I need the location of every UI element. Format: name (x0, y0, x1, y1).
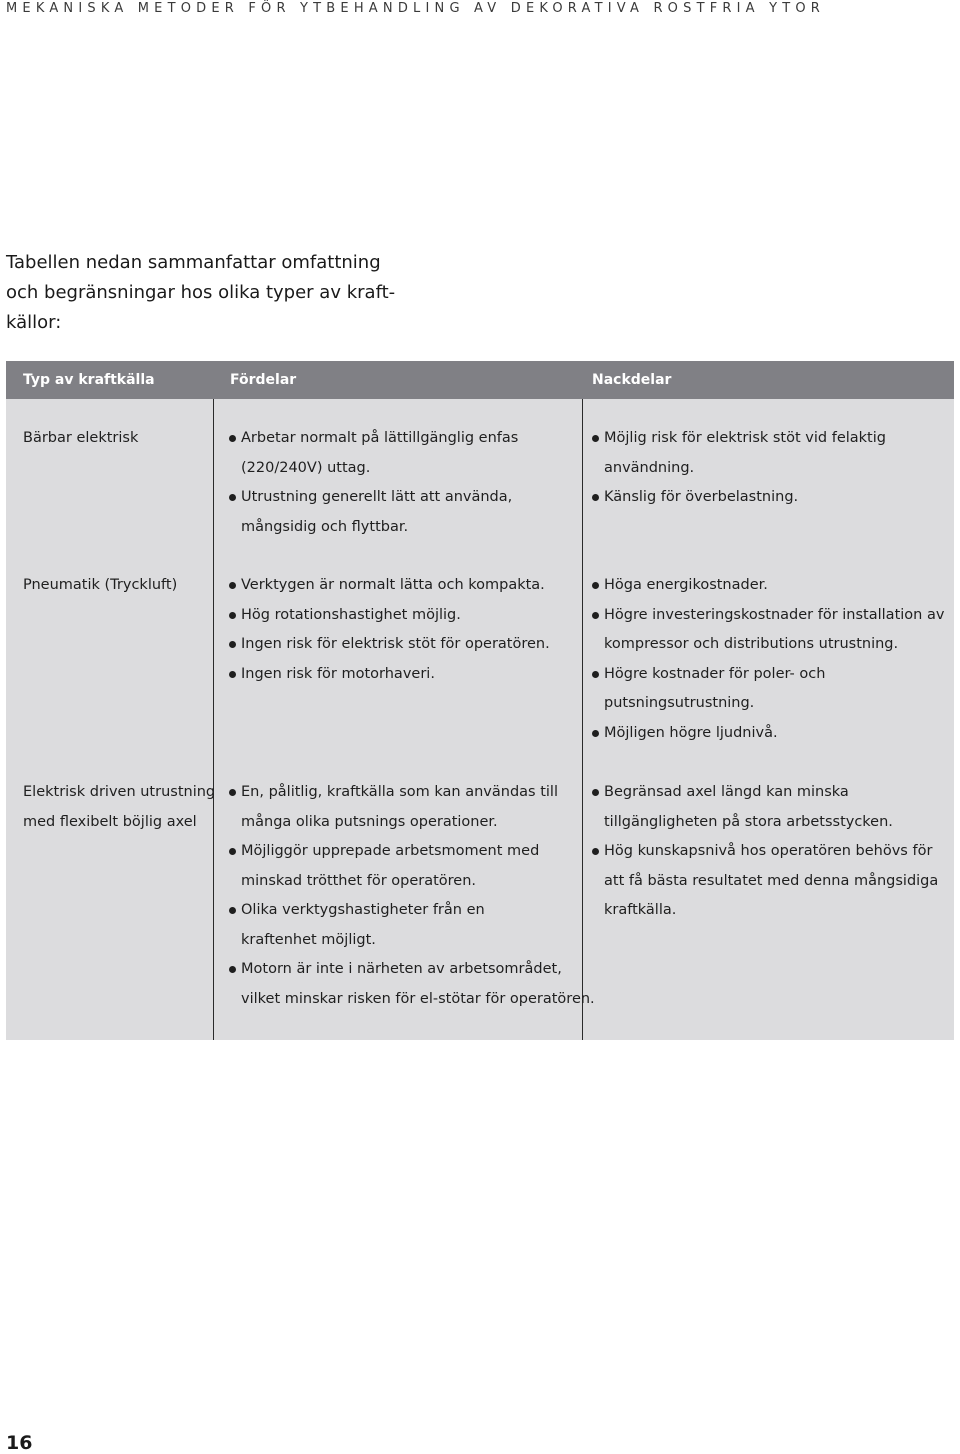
bullet-icon (592, 671, 599, 678)
intro-line: Tabellen nedan sammanfattar omfattning (6, 252, 381, 273)
header-advantages: Fördelar (230, 372, 297, 388)
intro-line: och begränsningar hos olika typer av kraft- (6, 282, 396, 303)
advantages-cell (213, 571, 582, 748)
bullet-icon (229, 494, 236, 501)
list-item: Möjlig risk för elektrisk stöt vid felaktig användning. (592, 424, 954, 483)
running-header: MEKANISKA METODER FÖR YTBEHANDLING AV DEKORATIVA ROSTFRIA YTOR (6, 1, 826, 16)
list-item: Höga energikostnader. (592, 571, 954, 601)
list-item: Möjliggör upprepade arbetsmoment med minskad trötthet för operatören. (229, 837, 582, 896)
list-item: Högre kostnader för poler- och putsningsutrustning. (592, 660, 954, 719)
list-item: Känslig för överbelastning. (592, 483, 954, 513)
table-row (6, 424, 954, 542)
list-item: Högre investeringskostnader för installation av kompressor och distributions utrustning. (592, 601, 954, 660)
table-body (6, 399, 954, 1040)
list-item: Ingen risk för elektrisk stöt för operatören. (229, 630, 582, 660)
header-disadvantages: Nackdelar (592, 372, 672, 388)
power-source-type (6, 424, 213, 542)
type-line: Elektrisk driven utrustning (23, 784, 216, 800)
header-type: Typ av kraftkälla (23, 372, 155, 388)
power-source-type (6, 571, 213, 748)
advantages-cell (213, 424, 582, 542)
list-item: En, pålitlig, kraftkälla som kan användas till många olika putsnings operationer. (229, 778, 582, 837)
bullet-icon (229, 641, 236, 648)
type-line: Pneumatik (Tryckluft) (23, 577, 178, 593)
power-source-type (6, 778, 216, 1014)
power-source-table (6, 361, 954, 1040)
bullet-icon (592, 848, 599, 855)
bullet-icon (229, 582, 236, 589)
disadvantages-cell (582, 571, 954, 748)
list-item: Arbetar normalt på lättillgänglig enfas (220/240V) uttag. (229, 424, 582, 483)
intro-line: källor: (6, 312, 62, 333)
bullet-icon (592, 730, 599, 737)
bullet-icon (592, 612, 599, 619)
list-item: Hög rotationshastighet möjlig. (229, 601, 582, 631)
bullet-icon (592, 582, 599, 589)
bullet-icon (229, 612, 236, 619)
advantages-cell (213, 778, 595, 1014)
bullet-icon (229, 671, 236, 678)
bullet-icon (592, 789, 599, 796)
table-row (6, 778, 954, 1014)
disadvantages-cell (582, 778, 954, 1014)
list-item: Verktygen är normalt lätta och kompakta. (229, 571, 582, 601)
list-item: Möjligen högre ljudnivå. (592, 719, 954, 749)
table-header-row (6, 361, 954, 399)
bullet-icon (592, 494, 599, 501)
bullet-icon (229, 966, 236, 973)
disadvantages-cell (582, 424, 954, 542)
intro-paragraph (6, 248, 396, 338)
bullet-icon (229, 435, 236, 442)
bullet-icon (592, 435, 599, 442)
bullet-icon (229, 907, 236, 914)
list-item: Ingen risk för motorhaveri. (229, 660, 582, 690)
list-item: Motorn är inte i närheten av arbetsområdet, vilket minskar risken för el-stötar för operatören. (229, 955, 582, 1014)
table-row (6, 571, 954, 748)
list-item: Hög kunskapsnivå hos operatören behövs för att få bästa resultatet med denna mångsidiga kraftkälla. (592, 837, 954, 926)
bullet-icon (229, 848, 236, 855)
list-item: Begränsad axel längd kan minska tillgängligheten på stora arbetsstycken. (592, 778, 954, 837)
type-line: med flexibelt böjlig axel (23, 813, 197, 830)
page-number: 16 (6, 1432, 33, 1454)
type-line: Bärbar elektrisk (23, 430, 139, 446)
bullet-icon (229, 789, 236, 796)
list-item: Olika verktygshastigheter från en kraftenhet möjligt. (229, 896, 582, 955)
list-item: Utrustning generellt lätt att använda, mångsidig och flyttbar. (229, 483, 582, 542)
